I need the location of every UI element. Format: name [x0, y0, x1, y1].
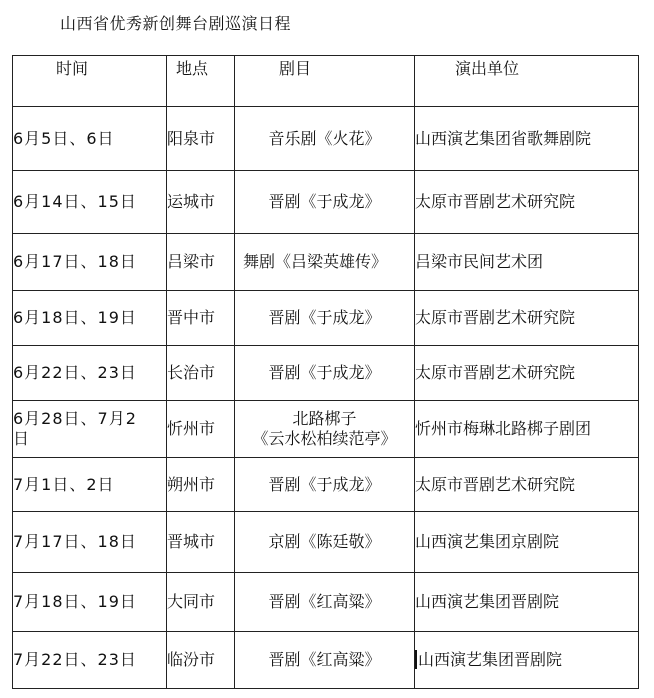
table-row [13, 291, 639, 346]
place-cell: 阳泉市 [167, 107, 235, 171]
place-cell: 临汾市 [167, 632, 235, 689]
unit-cell: 太原市晋剧艺术研究院 [415, 171, 639, 234]
table-row [13, 632, 639, 689]
table-row [13, 458, 639, 512]
table-row [13, 171, 639, 234]
unit-text: 山西演艺集团晋剧院 [418, 650, 563, 669]
place-cell: 运城市 [167, 171, 235, 234]
table-row [13, 234, 639, 291]
place-cell: 吕梁市 [167, 234, 235, 291]
header-unit: 演出单位 [415, 56, 639, 107]
place-cell: 朔州市 [167, 458, 235, 512]
time-cell: 6月17日、18日 [13, 234, 167, 291]
show-cell: 晋剧《红高粱》 [235, 632, 415, 689]
time-cell: 6月28日、7月2 日 [13, 401, 167, 458]
place-cell: 晋中市 [167, 291, 235, 346]
time-cell: 6月22日、23日 [13, 346, 167, 401]
time-cell: 6月5日、6日 [13, 107, 167, 171]
time-cell: 7月17日、18日 [13, 512, 167, 573]
table-row [13, 573, 639, 632]
show-cell: 晋剧《于成龙》 [235, 346, 415, 401]
time-cell: 7月22日、23日 [13, 632, 167, 689]
place-cell: 长治市 [167, 346, 235, 401]
document-title: 山西省优秀新创舞台剧巡演日程 [60, 14, 292, 33]
unit-cell: 太原市晋剧艺术研究院 [415, 291, 639, 346]
show-cell: 晋剧《于成龙》 [235, 291, 415, 346]
unit-cell[interactable] [415, 632, 639, 689]
show-cell: 舞剧《吕梁英雄传》 [235, 234, 415, 291]
unit-cell: 忻州市梅琳北路梆子剧团 [415, 401, 639, 458]
show-cell: 京剧《陈廷敬》 [235, 512, 415, 573]
table-row [13, 512, 639, 573]
unit-cell: 山西演艺集团省歌舞剧院 [415, 107, 639, 171]
table-row [13, 401, 639, 458]
tour-schedule-table [12, 55, 639, 689]
header-show: 剧目 [235, 56, 415, 107]
show-cell: 晋剧《红高粱》 [235, 573, 415, 632]
table-header-row [13, 56, 639, 107]
table-row [13, 346, 639, 401]
show-cell: 北路梆子 《云水松柏续范亭》 [235, 401, 415, 458]
unit-cell: 吕梁市民间艺术团 [415, 234, 639, 291]
place-cell: 晋城市 [167, 512, 235, 573]
time-cell: 6月18日、19日 [13, 291, 167, 346]
place-cell: 大同市 [167, 573, 235, 632]
text-cursor [415, 650, 417, 669]
place-cell: 忻州市 [167, 401, 235, 458]
time-cell: 6月14日、15日 [13, 171, 167, 234]
show-cell: 晋剧《于成龙》 [235, 458, 415, 512]
header-place: 地点 [167, 56, 235, 107]
unit-cell: 山西演艺集团晋剧院 [415, 573, 639, 632]
unit-cell: 太原市晋剧艺术研究院 [415, 458, 639, 512]
time-cell: 7月18日、19日 [13, 573, 167, 632]
unit-cell: 太原市晋剧艺术研究院 [415, 346, 639, 401]
show-cell: 晋剧《于成龙》 [235, 171, 415, 234]
header-time: 时间 [13, 56, 167, 107]
unit-cell: 山西演艺集团京剧院 [415, 512, 639, 573]
time-cell: 7月1日、2日 [13, 458, 167, 512]
show-cell: 音乐剧《火花》 [235, 107, 415, 171]
table-row [13, 107, 639, 171]
